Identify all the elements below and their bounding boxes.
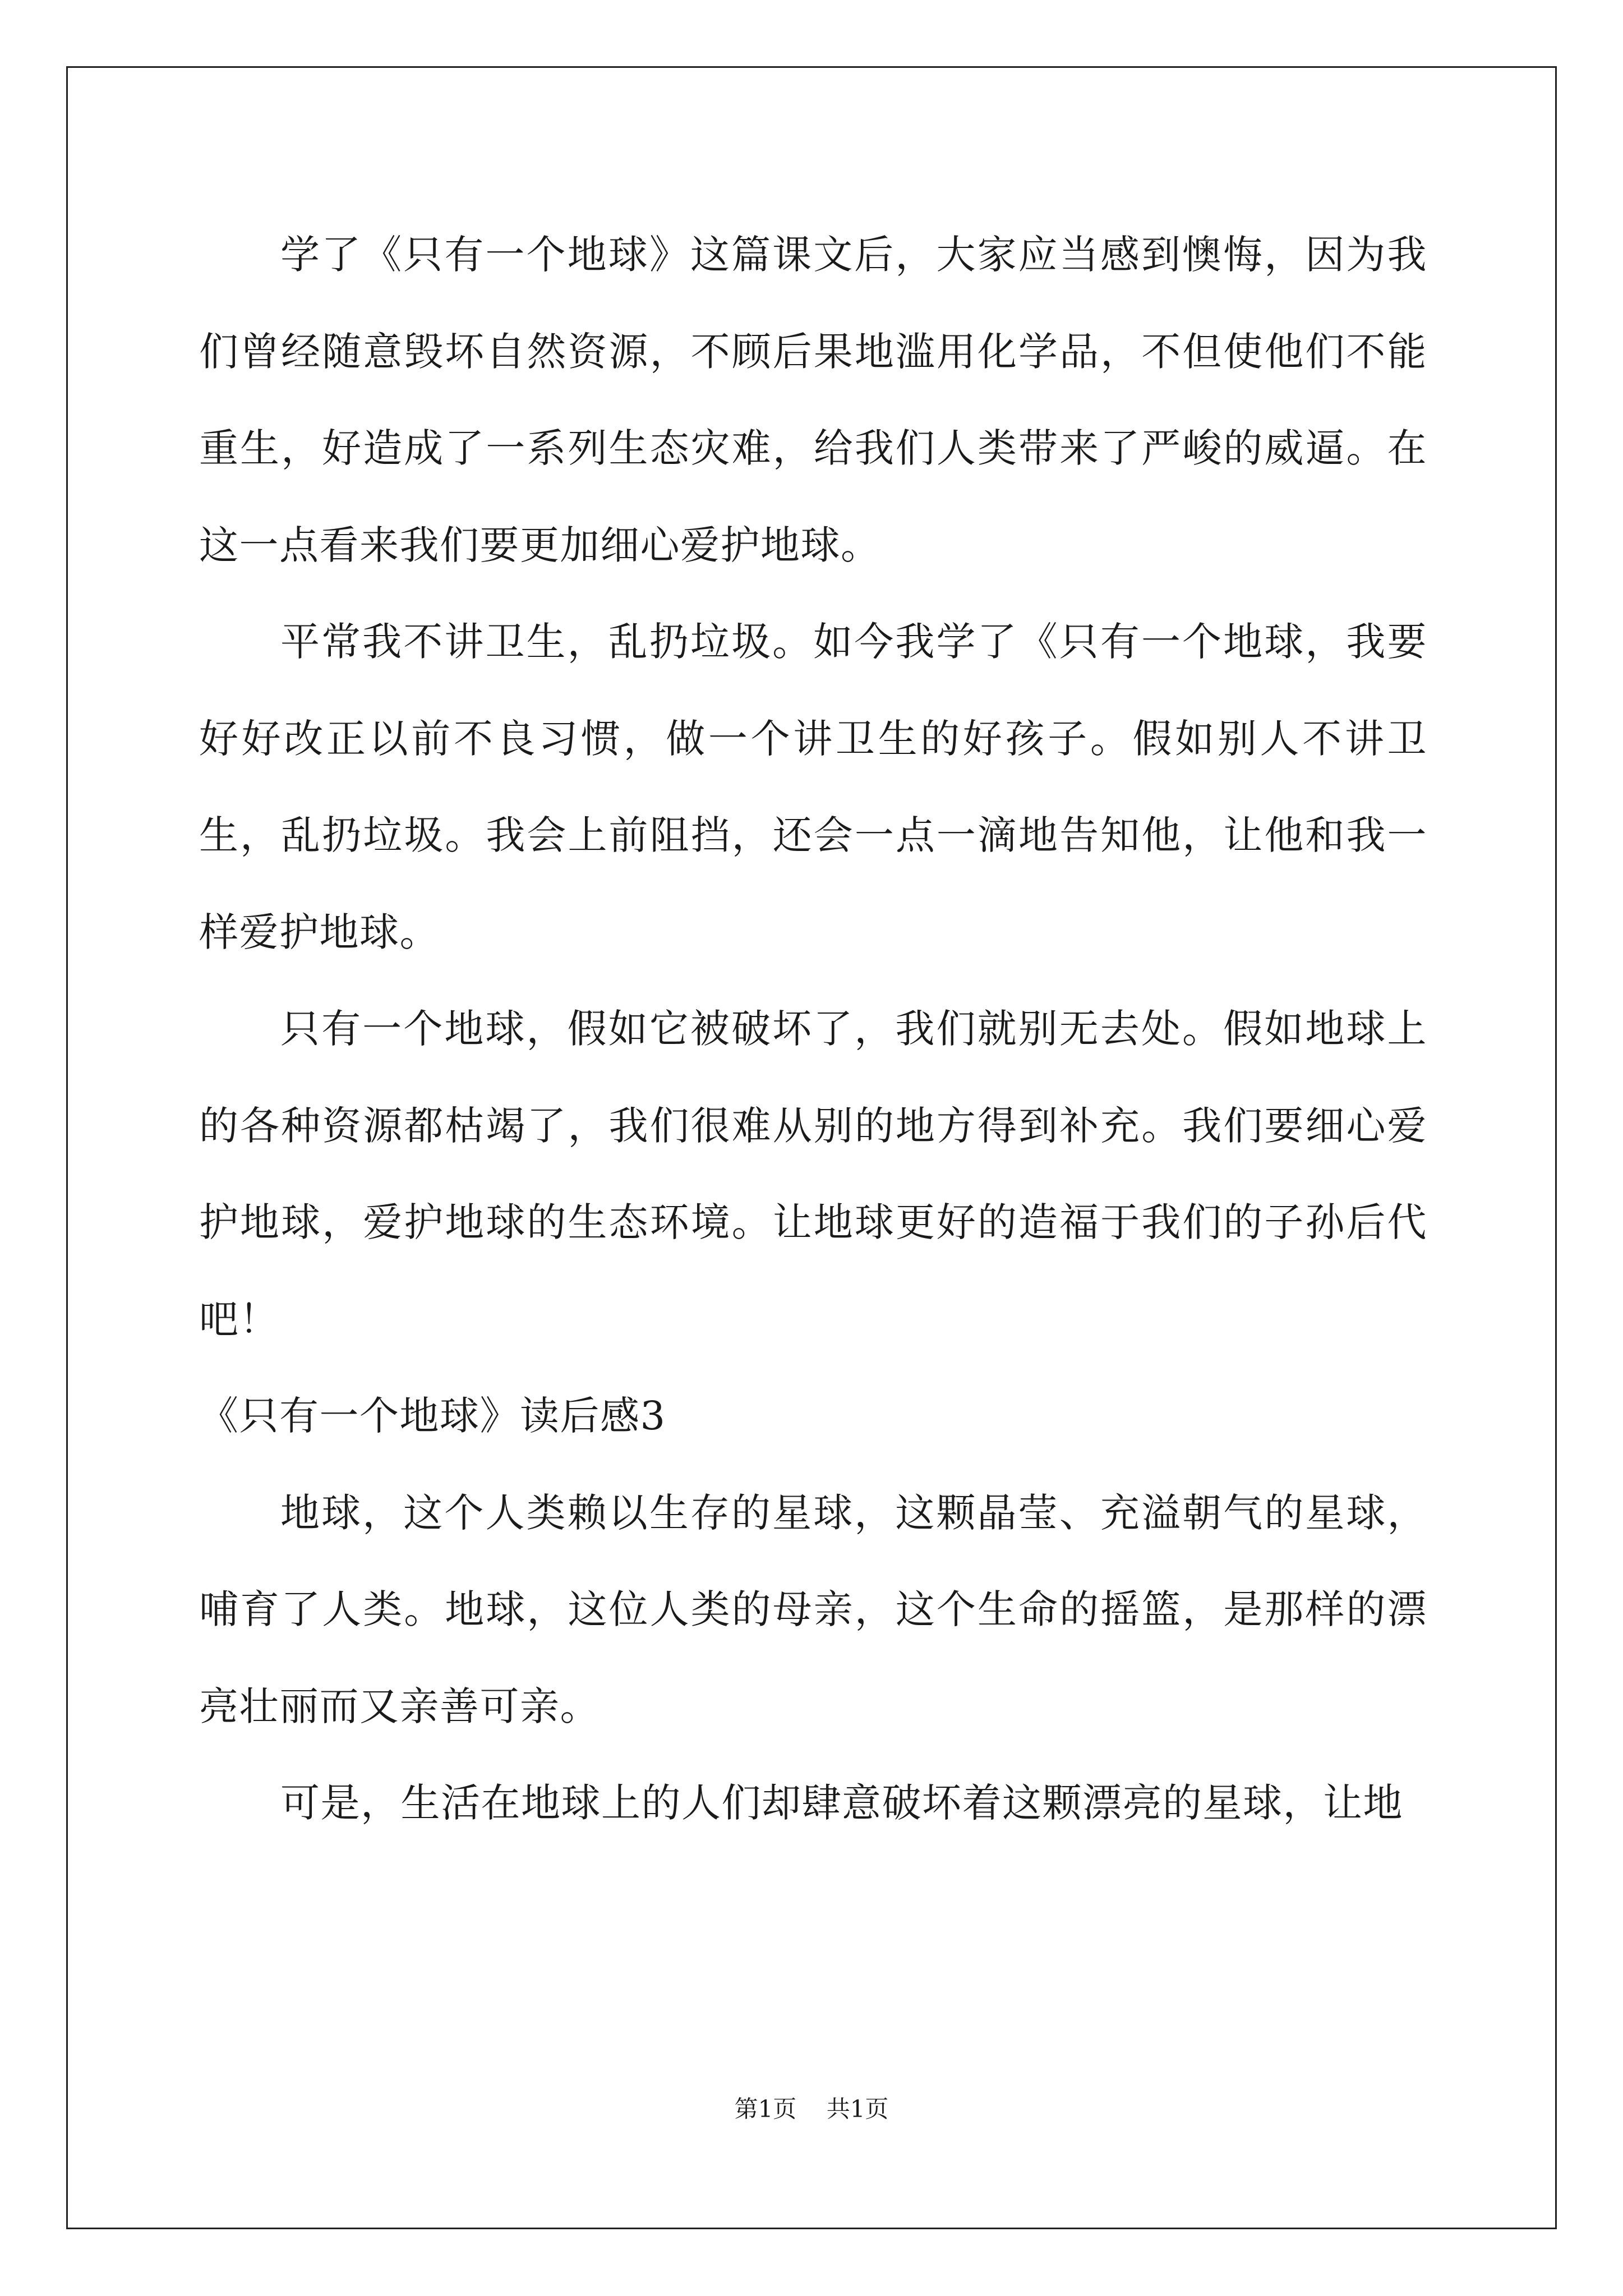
section-paragraph-2: 可是，生活在地球上的人们却肆意破坏着这颗漂亮的星球，让地 — [280, 1780, 1403, 1826]
page-total: 共1页 — [826, 2095, 889, 2123]
page-footer — [0, 2092, 1623, 2126]
page-number: 第1页 — [734, 2095, 797, 2123]
section-heading: 《只有一个地球》读后感3 — [199, 1393, 666, 1439]
paragraph-1: 学了《只有一个地球》这篇课文后，大家应当感到懊悔，因为我们曾经随意毁坏自然资源，不顾后果地滥用化学品，不但使他们不能重生，好造成了一系列生态灾难，给我们人类带来了严峻的威逼。在这一点看来我们要更加细心爱护地球。 — [199, 232, 1427, 568]
paragraph-3: 只有一个地球，假如它被破坏了，我们就别无去处。假如地球上的各种资源都枯竭了，我们很难从别的地方得到补充。我们要细心爱护地球，爱护地球的生态环境。让地球更好的造福于我们的子孙后代吧！ — [199, 1006, 1427, 1342]
paragraph-2: 平常我不讲卫生，乱扔垃圾。如今我学了《只有一个地球，我要好好改正以前不良习惯，做一个讲卫生的好孩子。假如别人不讲卫生，乱扔垃圾。我会上前阻挡，还会一点一滴地告知他，让他和我一样爱护地球。 — [199, 619, 1427, 955]
document-body — [199, 206, 1427, 1852]
section-paragraph-1: 地球，这个人类赖以生存的星球，这颗晶莹、充溢朝气的星球，哺育了人类。地球，这位人类的母亲，这个生命的摇篮，是那样的漂亮壮丽而又亲善可亲。 — [199, 1489, 1427, 1729]
